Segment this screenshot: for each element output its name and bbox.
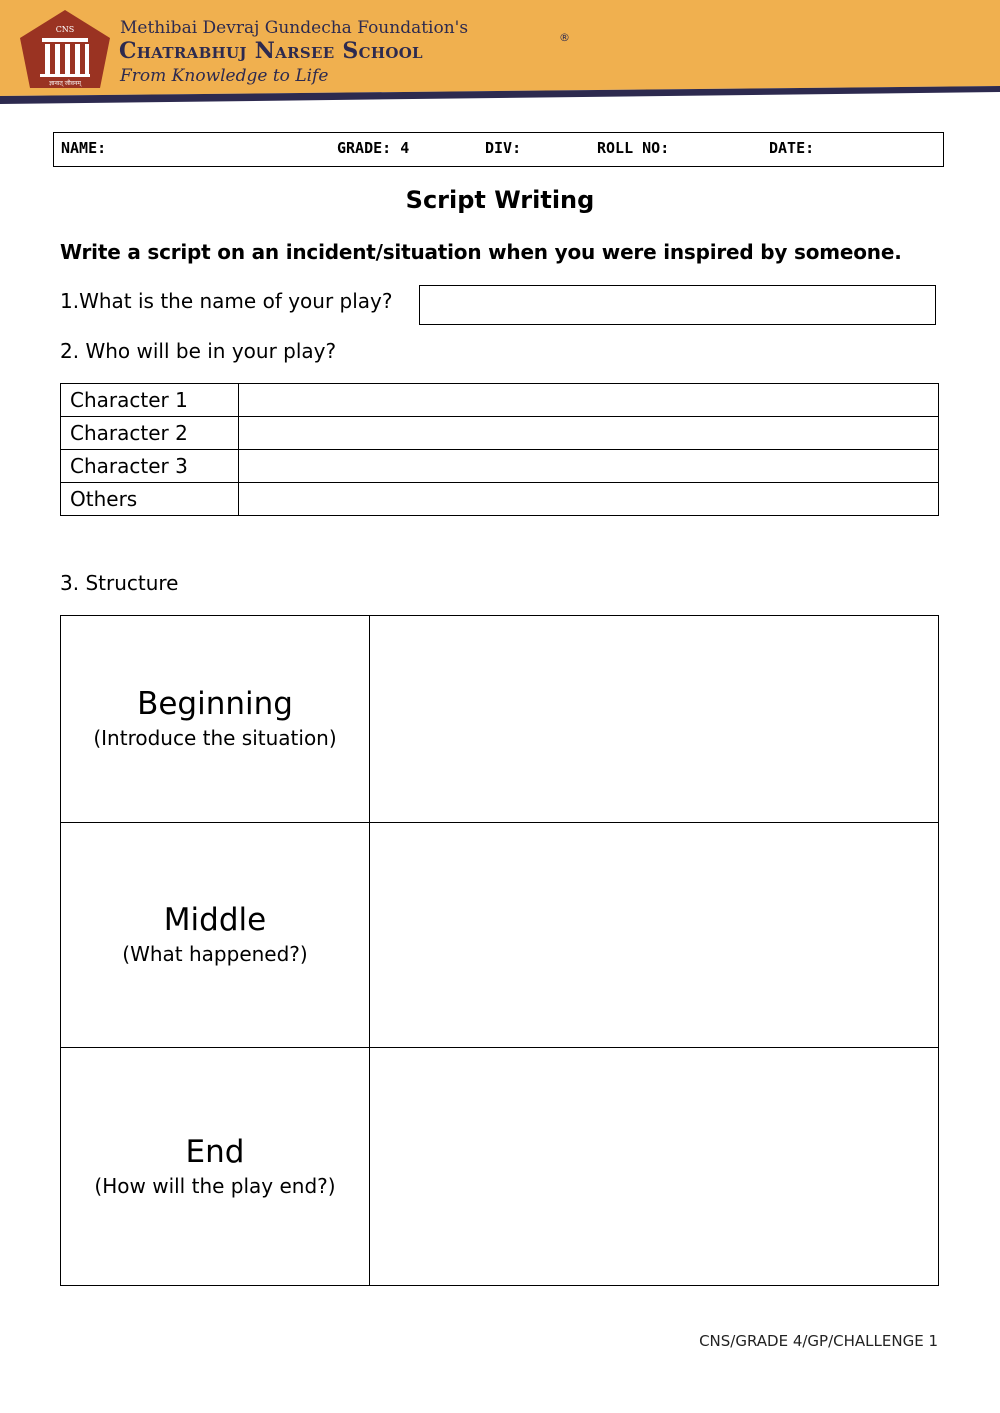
table-row <box>61 384 939 417</box>
table-row <box>61 823 939 1048</box>
student-info-row <box>53 132 944 167</box>
middle-answer-area[interactable] <box>370 823 939 1048</box>
character-label: Character 2 <box>61 417 239 450</box>
roll-no-field-label[interactable]: ROLL NO: <box>597 139 670 157</box>
question-2: 2. Who will be in your play? <box>60 339 337 363</box>
instruction-text: Write a script on an incident/situation when you were inspired by someone. <box>60 240 902 264</box>
school-motto: From Knowledge to Life <box>120 66 329 86</box>
table-row <box>61 483 939 516</box>
table-row <box>61 616 939 823</box>
stage-title: End <box>185 1133 245 1170</box>
table-row <box>61 417 939 450</box>
grade-label: GRADE: 4 <box>337 139 410 157</box>
end-answer-area[interactable] <box>370 1048 939 1286</box>
beginning-answer-area[interactable] <box>370 616 939 823</box>
registered-mark: ® <box>559 31 570 44</box>
play-name-input[interactable] <box>419 285 936 325</box>
school-name: Chatrabhuj Narsee School <box>119 38 423 64</box>
stage-title: Beginning <box>137 686 293 722</box>
character-1-input[interactable] <box>239 384 939 417</box>
end-cell <box>61 1048 370 1286</box>
character-label: Others <box>61 483 239 516</box>
table-row <box>61 1048 939 1286</box>
stage-subtitle: (Introduce the situation) <box>93 726 337 750</box>
beginning-cell <box>61 616 370 823</box>
character-label: Character 3 <box>61 450 239 483</box>
foundation-name: Methibai Devraj Gundecha Foundation's <box>120 18 469 38</box>
question-3: 3. Structure <box>60 571 179 595</box>
middle-cell <box>61 823 370 1048</box>
others-input[interactable] <box>239 483 939 516</box>
stage-subtitle: (What happened?) <box>122 942 308 966</box>
date-field-label[interactable]: DATE: <box>769 139 815 157</box>
logo-text-top: CNS <box>55 25 75 34</box>
page-title: Script Writing <box>405 186 595 214</box>
structure-table <box>60 615 939 1286</box>
character-3-input[interactable] <box>239 450 939 483</box>
name-field-label[interactable]: NAME: <box>61 139 107 157</box>
div-field-label[interactable]: DIV: <box>485 139 522 157</box>
stage-title: Middle <box>163 902 267 938</box>
question-1: 1.What is the name of your play? <box>60 289 393 313</box>
character-2-input[interactable] <box>239 417 939 450</box>
character-label: Character 1 <box>61 384 239 417</box>
school-logo <box>18 8 112 90</box>
logo-text-bottom: ज्ञानात् जीवनम् <box>49 80 81 87</box>
characters-table <box>60 383 939 516</box>
table-row <box>61 450 939 483</box>
pillars-logo-icon <box>18 8 112 90</box>
footer-code: CNS/GRADE 4/GP/CHALLENGE 1 <box>699 1332 938 1350</box>
stage-subtitle: (How will the play end?) <box>94 1173 336 1198</box>
header-banner <box>0 0 1000 112</box>
